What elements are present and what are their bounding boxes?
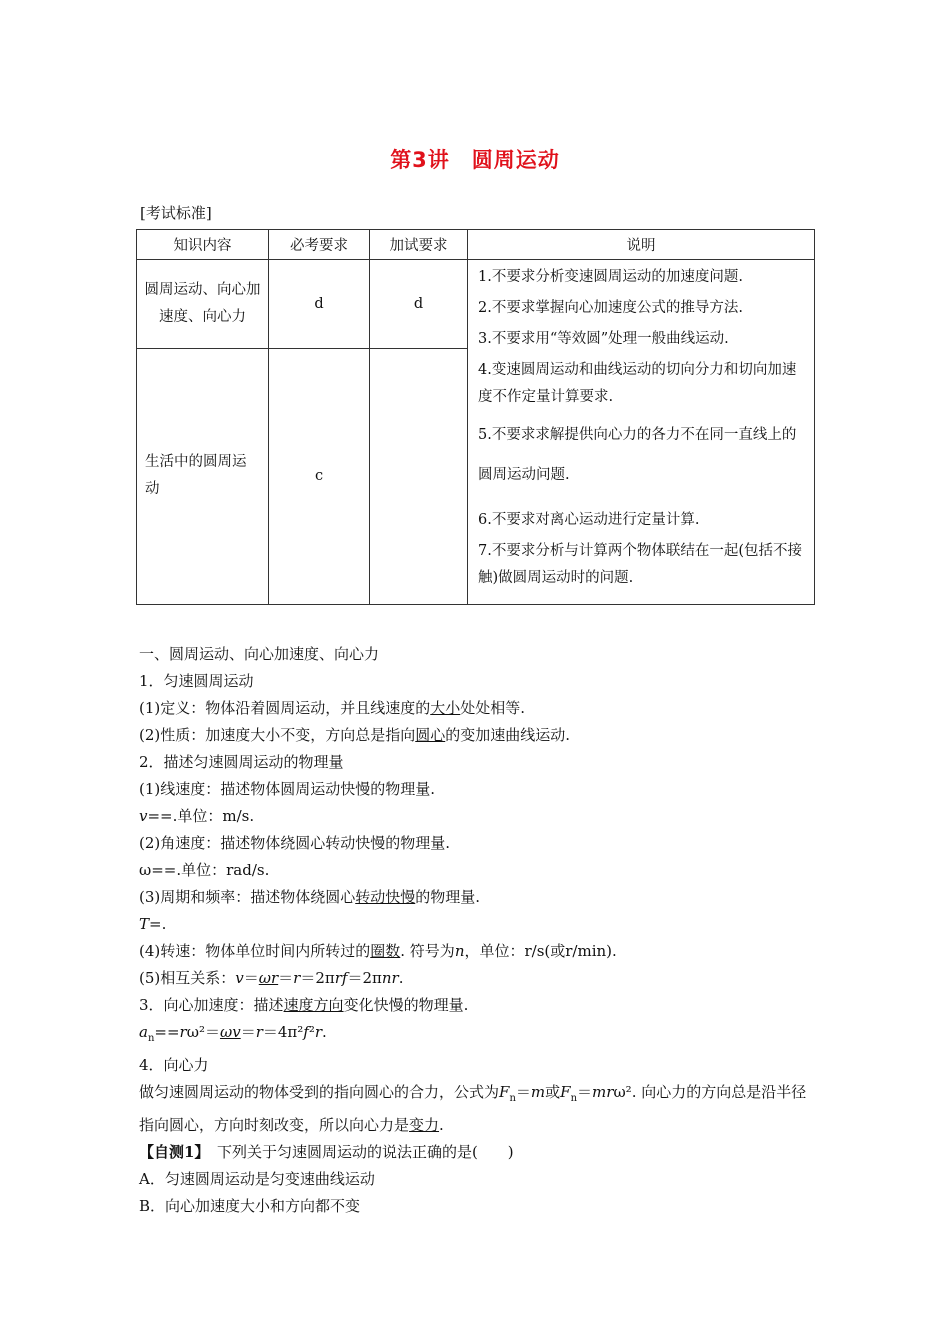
definition-line: (1)定义：物体沿着圆周运动，并且线速度的大小处处相等. xyxy=(139,699,526,717)
period-formula: T=. xyxy=(139,915,167,933)
property-line: (2)性质：加速度大小不变，方向总是指向圆心的变加速曲线运动. xyxy=(139,726,571,744)
note-item: 5.不要求求解提供向心力的各力不在同一直线上的圆周运动问题. xyxy=(478,427,797,483)
option-a: A．匀速圆周运动是匀变速曲线运动 xyxy=(139,1170,375,1188)
self-test-question: 【自测1】 下列关于匀速圆周运动的说法正确的是( ) xyxy=(139,1143,514,1161)
note-item: 3.不要求用“等效圆”处理一般曲线运动. xyxy=(478,331,729,347)
note-item: 4.变速圆周运动和曲线运动的切向分力和切向加速度不作定量计算要求. xyxy=(478,362,797,405)
extra-level-cell: d xyxy=(370,260,468,349)
note-item: 1.不要求分析变速圆周运动的加速度问题. xyxy=(478,269,743,285)
acceleration-formula: $a_n==r\omega^2=\omega v=r=4\pi^2f^2r$. xyxy=(139,1023,327,1044)
header-cell: 说明 xyxy=(468,230,815,260)
subsection-title: 2．描述匀速圆周运动的物理量 xyxy=(139,753,344,771)
header-cell: 加试要求 xyxy=(370,230,468,260)
header-cell: 知识内容 xyxy=(137,230,269,260)
required-level-cell: c xyxy=(269,348,370,604)
standards-label: [考试标准] xyxy=(140,204,212,222)
table-row xyxy=(137,260,815,349)
note-item: 2.不要求掌握向心加速度公式的推导方法. xyxy=(478,300,743,316)
section-heading: 一、圆周运动、向心加速度、向心力 xyxy=(139,645,380,663)
angular-velocity-formula: ω==.单位：rad/s. xyxy=(139,861,270,879)
subsection-title: 1．匀速圆周运动 xyxy=(139,672,254,690)
note-item: 6.不要求对离心运动进行定量计算. xyxy=(478,512,700,528)
topic-cell: 生活中的圆周运动 xyxy=(137,348,269,604)
relation-line: (5)相互关系：v＝ωr＝r＝2πrf＝2πnr. xyxy=(139,969,404,987)
table-header-row xyxy=(137,230,815,260)
extra-level-cell xyxy=(370,348,468,604)
page-title: 第3讲 圆周运动 xyxy=(390,148,560,172)
option-b: B．向心加速度大小和方向都不变 xyxy=(139,1197,361,1215)
linear-velocity-line: (1)线速度：描述物体圆周运动快慢的物理量. xyxy=(139,780,436,798)
note-item: 7.不要求分析与计算两个物体联结在一起(包括不接触)做圆周运动时的问题. xyxy=(478,543,802,586)
rotation-speed-line: (4)转速：物体单位时间内所转过的圈数. 符号为n，单位：r/s(或r/min). xyxy=(139,942,617,960)
exam-standards-table xyxy=(136,229,815,605)
centripetal-force-paragraph: 做匀速圆周运动的物体受到的指向圆心的合力，公式为$F_n=m$或$F_n=mr\omega^2$. 向心力的方向总是沿半径指向圆心，方向时刻改变，所以向心力是变力. xyxy=(139,1083,807,1134)
subsection-title: 4．向心力 xyxy=(139,1056,209,1074)
required-level-cell: d xyxy=(269,260,370,349)
notes-cell xyxy=(468,260,815,605)
centripetal-acceleration-line: 3．向心加速度：描述速度方向变化快慢的物理量. xyxy=(139,996,469,1014)
angular-velocity-line: (2)角速度：描述物体绕圆心转动快慢的物理量. xyxy=(139,834,451,852)
lesson-body xyxy=(139,641,815,1220)
linear-velocity-formula: v==.单位：m/s. xyxy=(139,807,255,825)
topic-cell: 圆周运动、向心加速度、向心力 xyxy=(137,260,269,349)
period-line: (3)周期和频率：描述物体绕圆心转动快慢的物理量. xyxy=(139,888,481,906)
header-cell: 必考要求 xyxy=(269,230,370,260)
